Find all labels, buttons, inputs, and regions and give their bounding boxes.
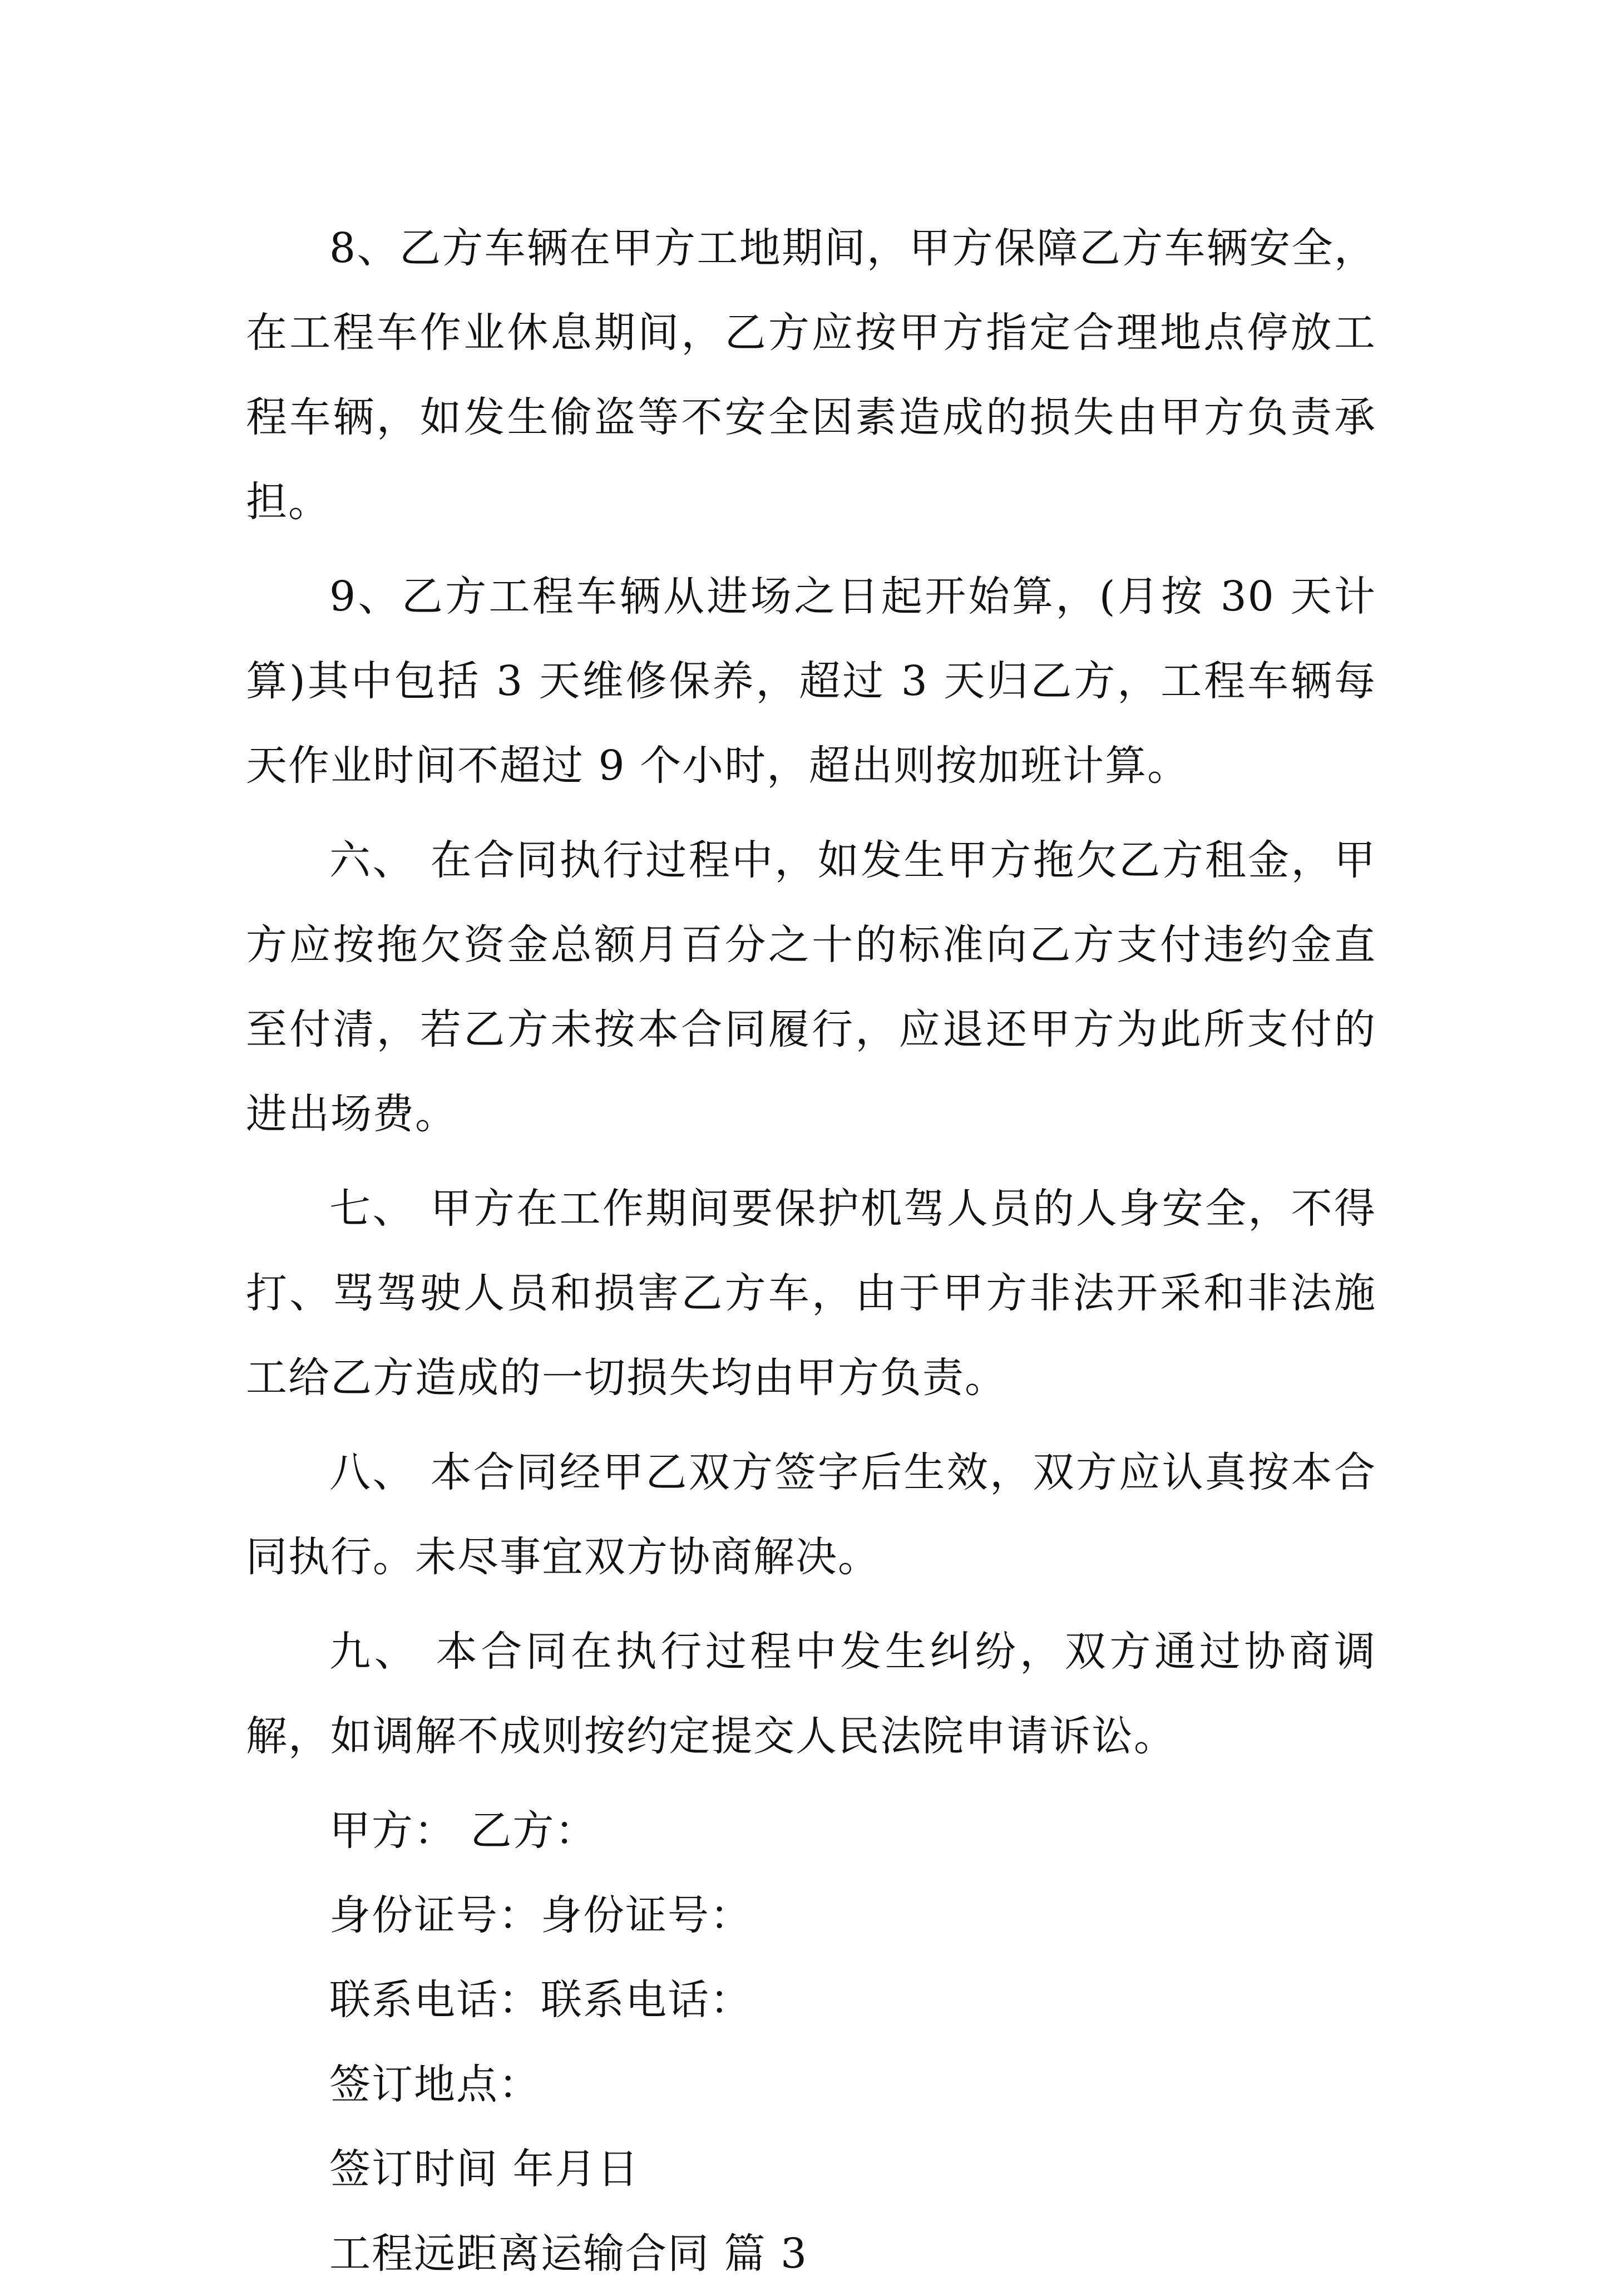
signing-place-line: 签订地点：: [329, 2061, 541, 2108]
clause-seven: 七、 甲方在工作期间要保护机驾人员的人身安全，不得打、骂驾驶人员和损害乙方车，由于甲方非法开采和非法施工给乙方造成的一切损失均由甲方负责。: [246, 1185, 1376, 1402]
signing-date-line: 签订时间 年月日: [329, 2145, 640, 2193]
next-section-title: 工程远距离运输合同 篇 3: [329, 2230, 808, 2278]
clause-8: 8、乙方车辆在甲方工地期间，甲方保障乙方车辆安全，在工程车作业休息期间，乙方应按甲方指定合理地点停放工程车辆，如发生偷盗等不安全因素造成的损失由甲方负责承担。: [246, 224, 1376, 526]
clause-9: 9、乙方工程车辆从进场之日起开始算，(月按 30 天计算)其中包括 3 天维修保养，超过 3 天归乙方，工程车辆每天作业时间不超过 9 个小时，超出则按加班计算。: [246, 573, 1376, 790]
party-line: 甲方： 乙方：: [329, 1807, 597, 1855]
signature-block: [246, 1788, 1376, 2296]
clause-eight: 八、 本合同经甲乙双方签字后生效，双方应认真按本合同执行。未尽事宜双方协商解决。: [246, 1448, 1376, 1581]
id-number-line: 身份证号：身份证号：: [329, 1891, 752, 1939]
clause-six: 六、 在合同执行过程中，如发生甲方拖欠乙方租金，甲方应按拖欠资金总额月百分之十的标准向乙方支付违约金直至付清，若乙方未按本合同履行，应退还甲方为此所支付的进出场费。: [246, 836, 1376, 1138]
phone-line: 联系电话：联系电话：: [329, 1976, 752, 2024]
contract-body: [246, 206, 1376, 2296]
clause-nine: 九、 本合同在执行过程中发生纠纷，双方通过协商调解，如调解不成则按约定提交人民法院申请诉讼。: [246, 1628, 1376, 1760]
